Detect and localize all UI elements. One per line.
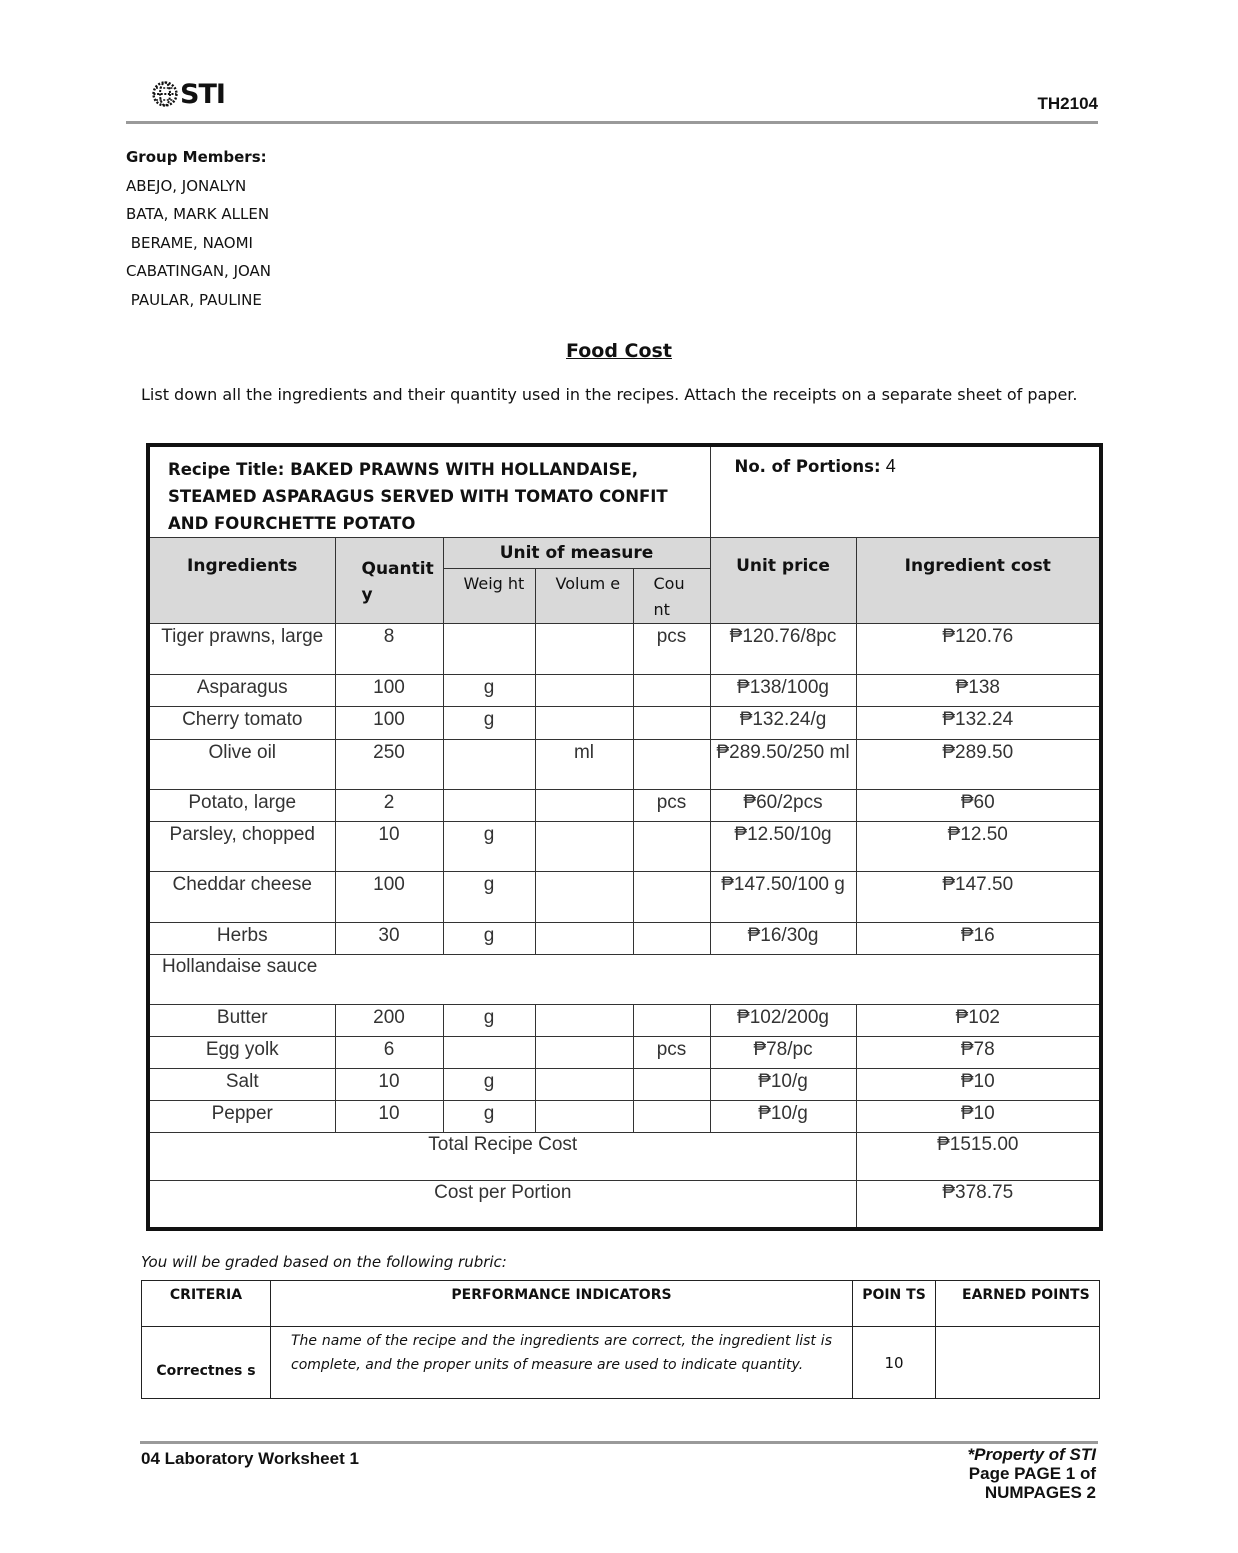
footer-title: 04 Laboratory Worksheet 1 bbox=[141, 1449, 359, 1468]
member-name: ABEJO, JONALYN bbox=[126, 176, 247, 195]
sauce-section-row bbox=[148, 955, 1101, 1005]
volume-cell bbox=[535, 872, 633, 923]
unit-price-cell: ₱78/pc bbox=[710, 1037, 856, 1069]
quantity-cell: 10 bbox=[335, 822, 443, 872]
table-row bbox=[148, 923, 1101, 955]
portions-cell bbox=[710, 445, 1101, 538]
group-members-label: Group Members: bbox=[126, 148, 267, 166]
weight-cell: g bbox=[443, 1005, 535, 1037]
ingredient-name: Potato, large bbox=[148, 790, 335, 822]
total-recipe-cost-value: ₱1515.00 bbox=[856, 1133, 1101, 1181]
weight-cell bbox=[443, 740, 535, 790]
ingredient-name: Butter bbox=[148, 1005, 335, 1037]
volume-cell bbox=[535, 1101, 633, 1133]
ingredient-cost-cell: ₱78 bbox=[856, 1037, 1101, 1069]
table-row bbox=[148, 1005, 1101, 1037]
table-row bbox=[148, 1037, 1101, 1069]
volume-cell bbox=[535, 675, 633, 707]
rubric-header-criteria: CRITERIA bbox=[142, 1281, 271, 1327]
ingredient-cost-cell: ₱138 bbox=[856, 675, 1101, 707]
table-row bbox=[148, 675, 1101, 707]
group-members bbox=[126, 143, 271, 314]
weight-cell: g bbox=[443, 822, 535, 872]
unit-price-cell: ₱132.24/g bbox=[710, 707, 856, 740]
recipe-title-row bbox=[148, 445, 1101, 538]
member-name: BATA, MARK ALLEN bbox=[126, 205, 270, 223]
header-unit-of-measure: Unit of measure bbox=[443, 538, 710, 569]
count-cell bbox=[633, 1101, 710, 1133]
ingredient-cost-cell: ₱12.50 bbox=[856, 822, 1101, 872]
cost-per-portion-label: Cost per Portion bbox=[148, 1181, 856, 1229]
table-row bbox=[148, 822, 1101, 872]
unit-price-cell: ₱147.50/100 g bbox=[710, 872, 856, 923]
logo-text: STI bbox=[180, 78, 225, 110]
member-name: BERAME, NAOMI bbox=[126, 233, 253, 252]
rubric-criteria: Correctnes s bbox=[142, 1327, 271, 1399]
rubric-earned bbox=[936, 1327, 1100, 1399]
quantity-cell: 10 bbox=[335, 1101, 443, 1133]
volume-cell bbox=[535, 822, 633, 872]
unit-price-cell: ₱102/200g bbox=[710, 1005, 856, 1037]
member-name: CABATINGAN, JOAN bbox=[126, 262, 272, 280]
cost-per-portion-row bbox=[148, 1181, 1101, 1229]
recipe-title: Recipe Title: BAKED PRAWNS WITH HOLLANDAISE, STEAMED ASPARAGUS SERVED WITH TOMATO CONFIT AND FOURCHETTE POTATO bbox=[148, 445, 710, 538]
quantity-cell: 30 bbox=[335, 923, 443, 955]
weight-cell bbox=[443, 1037, 535, 1069]
rubric-header-row bbox=[142, 1281, 1100, 1327]
ingredient-name: Tiger prawns, large bbox=[148, 624, 335, 675]
total-recipe-cost-row bbox=[148, 1133, 1101, 1181]
count-cell: pcs bbox=[633, 1037, 710, 1069]
rubric-indicator: The name of the recipe and the ingredients are correct, the ingredient list is complete, and the proper units of measure are used to indicate quantity. bbox=[271, 1327, 853, 1399]
weight-cell: g bbox=[443, 675, 535, 707]
volume-cell bbox=[535, 923, 633, 955]
ingredient-cost-cell: ₱10 bbox=[856, 1101, 1101, 1133]
weight-cell: g bbox=[443, 707, 535, 740]
rubric-header-points: POIN TS bbox=[853, 1281, 936, 1327]
unit-price-cell: ₱60/2pcs bbox=[710, 790, 856, 822]
rubric-header-earned: EARNED POINTS bbox=[936, 1281, 1100, 1327]
footer-right bbox=[936, 1445, 1096, 1502]
ingredient-cost-cell: ₱289.50 bbox=[856, 740, 1101, 790]
unit-price-cell: ₱12.50/10g bbox=[710, 822, 856, 872]
header-unit-price: Unit price bbox=[710, 538, 856, 624]
count-cell bbox=[633, 822, 710, 872]
document-code: TH2104 bbox=[1037, 94, 1098, 113]
quantity-cell: 10 bbox=[335, 1069, 443, 1101]
property-notice: *Property of STI bbox=[967, 1445, 1096, 1464]
unit-price-cell: ₱10/g bbox=[710, 1101, 856, 1133]
member-name: PAULAR, PAULINE bbox=[126, 290, 262, 309]
cost-per-portion-value: ₱378.75 bbox=[856, 1181, 1101, 1229]
volume-cell bbox=[535, 624, 633, 675]
rubric-row bbox=[142, 1327, 1100, 1399]
ingredient-name: Cherry tomato bbox=[148, 707, 335, 740]
portions-value: 4 bbox=[885, 456, 896, 476]
unit-price-cell: ₱289.50/250 ml bbox=[710, 740, 856, 790]
quantity-cell: 100 bbox=[335, 675, 443, 707]
weight-cell: g bbox=[443, 1069, 535, 1101]
header-ingredient-cost: Ingredient cost bbox=[856, 538, 1101, 624]
count-cell bbox=[633, 1005, 710, 1037]
footer-divider bbox=[140, 1441, 1098, 1444]
count-cell bbox=[633, 675, 710, 707]
quantity-cell: 250 bbox=[335, 740, 443, 790]
table-row bbox=[148, 624, 1101, 675]
volume-cell bbox=[535, 1037, 633, 1069]
quantity-cell: 6 bbox=[335, 1037, 443, 1069]
unit-price-cell: ₱120.76/8pc bbox=[710, 624, 856, 675]
ingredient-name: Cheddar cheese bbox=[148, 872, 335, 923]
quantity-cell: 100 bbox=[335, 707, 443, 740]
rubric-header-indicators: PERFORMANCE INDICATORS bbox=[271, 1281, 853, 1327]
ingredient-name: Parsley, chopped bbox=[148, 822, 335, 872]
weight-cell: g bbox=[443, 872, 535, 923]
ingredient-cost-cell: ₱132.24 bbox=[856, 707, 1101, 740]
ingredient-name: Pepper bbox=[148, 1101, 335, 1133]
header-ingredients: Ingredients bbox=[148, 538, 335, 624]
table-row bbox=[148, 707, 1101, 740]
rubric-intro: You will be graded based on the following rubric: bbox=[141, 1253, 507, 1271]
count-cell bbox=[633, 872, 710, 923]
count-cell bbox=[633, 923, 710, 955]
unit-price-cell: ₱10/g bbox=[710, 1069, 856, 1101]
count-cell bbox=[633, 740, 710, 790]
ingredient-cost-cell: ₱10 bbox=[856, 1069, 1101, 1101]
rubric-points: 10 bbox=[853, 1327, 936, 1399]
quantity-cell: 100 bbox=[335, 872, 443, 923]
ingredient-name: Egg yolk bbox=[148, 1037, 335, 1069]
weight-cell bbox=[443, 624, 535, 675]
total-recipe-cost-label: Total Recipe Cost bbox=[148, 1133, 856, 1181]
globe-icon bbox=[152, 81, 178, 107]
count-cell bbox=[633, 1069, 710, 1101]
ingredient-name: Olive oil bbox=[148, 740, 335, 790]
ingredient-name: Salt bbox=[148, 1069, 335, 1101]
table-row bbox=[148, 872, 1101, 923]
volume-cell bbox=[535, 707, 633, 740]
header-count: Cou nt bbox=[633, 569, 710, 624]
header-volume: Volum e bbox=[535, 569, 633, 624]
ingredient-cost-cell: ₱120.76 bbox=[856, 624, 1101, 675]
sauce-section-label: Hollandaise sauce bbox=[148, 955, 1101, 1005]
header-divider bbox=[126, 121, 1098, 124]
ingredient-cost-cell: ₱102 bbox=[856, 1005, 1101, 1037]
quantity-cell: 200 bbox=[335, 1005, 443, 1037]
section-title: Food Cost bbox=[566, 340, 672, 362]
unit-price-cell: ₱16/30g bbox=[710, 923, 856, 955]
volume-cell bbox=[535, 1005, 633, 1037]
ingredient-cost-cell: ₱60 bbox=[856, 790, 1101, 822]
page-number: Page PAGE 1 of NUMPAGES 2 bbox=[968, 1464, 1096, 1502]
volume-cell: ml bbox=[535, 740, 633, 790]
table-row bbox=[148, 740, 1101, 790]
table-row bbox=[148, 1101, 1101, 1133]
sti-logo bbox=[152, 78, 225, 110]
unit-price-cell: ₱138/100g bbox=[710, 675, 856, 707]
header-row bbox=[148, 538, 1101, 569]
volume-cell bbox=[535, 790, 633, 822]
weight-cell: g bbox=[443, 1101, 535, 1133]
weight-cell bbox=[443, 790, 535, 822]
count-cell bbox=[633, 707, 710, 740]
count-cell: pcs bbox=[633, 624, 710, 675]
ingredient-cost-cell: ₱147.50 bbox=[856, 872, 1101, 923]
ingredient-cost-cell: ₱16 bbox=[856, 923, 1101, 955]
quantity-cell: 2 bbox=[335, 790, 443, 822]
header-quantity: Quantit y bbox=[335, 538, 443, 624]
ingredient-name: Herbs bbox=[148, 923, 335, 955]
ingredient-name: Asparagus bbox=[148, 675, 335, 707]
table-row bbox=[148, 1069, 1101, 1101]
food-cost-table bbox=[146, 443, 1103, 1231]
rubric-table bbox=[141, 1280, 1100, 1399]
portions-label: No. of Portions: bbox=[734, 457, 881, 476]
count-cell: pcs bbox=[633, 790, 710, 822]
weight-cell: g bbox=[443, 923, 535, 955]
table-row bbox=[148, 790, 1101, 822]
instructions: List down all the ingredients and their quantity used in the recipes. Attach the receipts on a separate sheet of paper. bbox=[141, 385, 1078, 404]
header-weight: Weig ht bbox=[443, 569, 535, 624]
volume-cell bbox=[535, 1069, 633, 1101]
quantity-cell: 8 bbox=[335, 624, 443, 675]
